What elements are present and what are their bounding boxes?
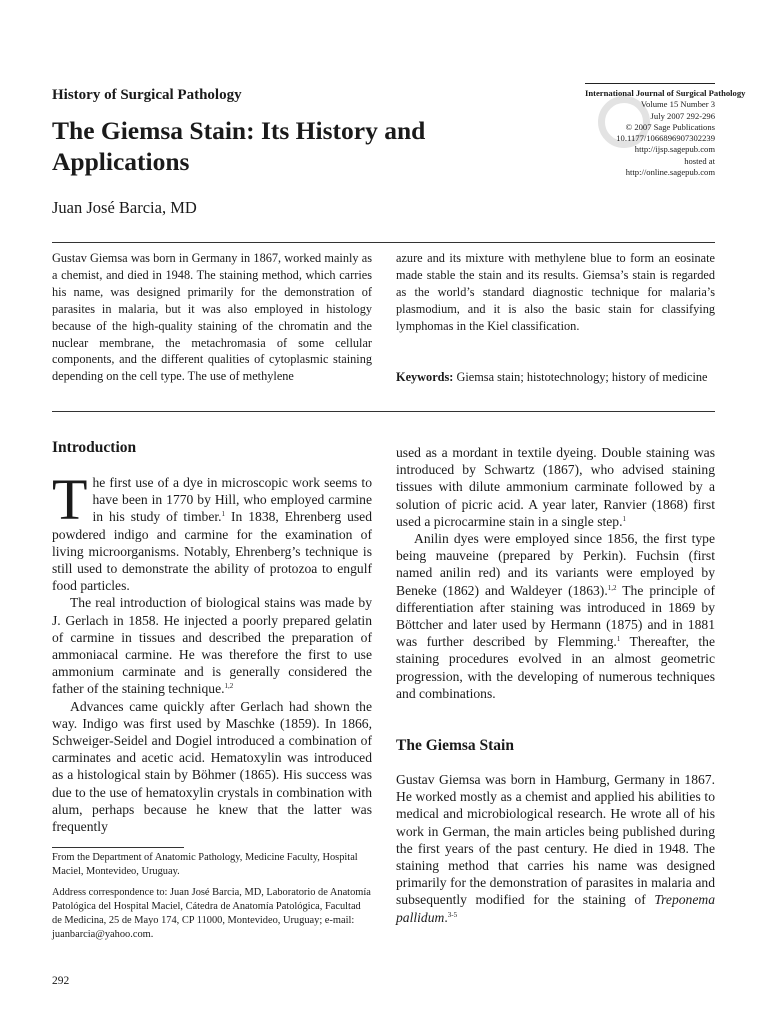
giemsa-section: [396, 771, 715, 926]
introduction-heading: Introduction: [52, 439, 137, 456]
journal-host-url[interactable]: http://online.sagepub.com: [625, 167, 715, 178]
ref-superscript: 3-5: [447, 910, 458, 919]
species-name: Treponema pallidum: [396, 892, 715, 925]
author-name: Juan José Barcia, MD: [52, 198, 197, 217]
footnote-rule: [52, 847, 184, 848]
ref-superscript: 1: [221, 510, 226, 519]
drop-cap: T: [52, 467, 88, 532]
journal-name: International Journal of Surgical Pathology: [585, 88, 746, 98]
footnote-affiliation: From the Department of Anatomic Pathology, Medicine Faculty, Hospital Maciel, Montevideo, Uruguay.: [52, 852, 358, 877]
journal-volume: Volume 15 Number 3: [640, 99, 715, 110]
keywords-list: Giemsa stain; histotechnology; history of medicine: [456, 370, 708, 384]
ref-superscript: 1,2: [607, 583, 617, 592]
intro-paragraph-1: The first use of a dye in microscopic work seems to have been in 1770 by Hill, who employed carmine in his study of timber.$^1$ In 1838, Ehrenberg used powdered indigo and carmine for the examination of living microorganisms. Notably, Ehrenberg’s technique is still used to demonstrate the ability of protozoa to engulf food particles.: [52, 467, 372, 594]
section-label: History of Surgical Pathology: [52, 87, 242, 103]
footnote-correspondence: Address correspondence to: Juan José Barcia, MD, Laboratorio de Anatomía Patológica del Hospital Maciel, Cátedra de Anatomía Patológica, Facultad de Medicina, 25 de Mayo 174, CP 11000, Montevideo, Uruguay; e-mail: juanbarcia@yahoo.com.: [52, 887, 371, 940]
journal-url[interactable]: http://ijsp.sagepub.com: [634, 144, 715, 155]
giemsa-heading: The Giemsa Stain: [396, 737, 514, 754]
abstract-right-column: azure and its mixture with methylene blue to form an eosinate made stable the stain and its results. Giemsa’s stain is regarded as the world’s standard diagnostic technique for malaria’s plasmodium, and it is also the basic stain for classifying lymphomas in the Kiel classification.: [396, 251, 715, 333]
ref-superscript: 1: [622, 514, 626, 523]
keywords-label: Keywords:: [396, 370, 454, 384]
abstract-top-rule: [52, 242, 715, 243]
journal-hosted-at: hosted at: [684, 155, 715, 166]
journal-date-pages: July 2007 292-296: [650, 110, 715, 121]
intro-paragraph-3: Advances came quickly after Gerlach had shown the way. Indigo was first used by Maschke (1859). In 1866, Schweiger-Seidel and Dogiel introduced a combination of carminates and acetic acid. Hematoxylin was introduced as a histological stain by Böhmer (1865). His success was due to the use of hematoxylin crystals in combination with alum, perhaps because he knew that the latter was frequently: [52, 698, 372, 835]
abstract-bottom-rule: [52, 411, 715, 412]
intro-paragraph-4: Anilin dyes were employed since 1856, the first type being mauveine (prepared by Perkin). Fuchsin (first named anilin red) and its variants were employed by Beneke (1862) and Waldeyer (1863).$^{1,2}$ The principle of differentiation after staining was introduced in 1869 by Böttcher and later used by Hermann (1875) and in 1881 was further described by Flemming.$^1$ Thereafter, the staining procedures evolved in an almost geometric progression, with the developing of numerous techniques and combinations.: [396, 531, 716, 701]
journal-info-box: [585, 83, 746, 178]
journal-doi[interactable]: 10.1177/1066896907302239: [616, 133, 715, 144]
ref-superscript: 1: [616, 635, 621, 644]
intro-paragraph-3-cont: used as a mordant in textile dyeing. Double staining was introduced by Schwartz (1867), who advised staining tissues with dilute ammonium carminate followed by a solution of picric acid. A year later, Ranvier (1868) first used a picrocarmine stain in a single step.$^1$: [396, 445, 715, 529]
introduction-right-column: [396, 444, 715, 702]
abstract-left-column: Gustav Giemsa was born in Germany in 1867, worked mainly as a chemist, and died in 1948. The staining method, which carries his name, was designed primarily for the demonstration of parasites in malaria, but it was also employed in histology because of the high-quality staining of the chromatin and the nuclear membrane, the metachromasia of some cellular components, and the different qualities of cytoplasmic staining depending on the cell type. The use of methylene: [52, 251, 372, 384]
intro-paragraph-2: The real introduction of biological stains was made by J. Gerlach in 1858. He injected a poorly prepared gelatin of carmine in tissues and described the preparation of ammoniacal carmine. He was therefore the first to use ammonium carminate and is generally considered the father of the staining technique.$^{1,2}$: [52, 595, 372, 697]
introduction-left-column: [52, 467, 372, 835]
ref-superscript: 1,2: [224, 682, 234, 691]
journal-copyright: © 2007 Sage Publications: [625, 121, 715, 132]
page-number: 292: [52, 975, 70, 987]
article-title: The Giemsa Stain: Its History and Applications: [52, 116, 426, 176]
keywords: [396, 369, 715, 386]
giemsa-paragraph-1: Gustav Giemsa was born in Hamburg, Germany in 1867. He worked mostly as a chemist and applied his abilities to medical and microbiological research. He wrote all of his work in German, the main articles being published during the first years of the past century. He died in 1948. The staining method that carries his name was designed primarily for the demonstration of parasites in malaria and subsequently modified for the staining of Treponema pallidum.$^{3-5}$: [396, 772, 715, 925]
